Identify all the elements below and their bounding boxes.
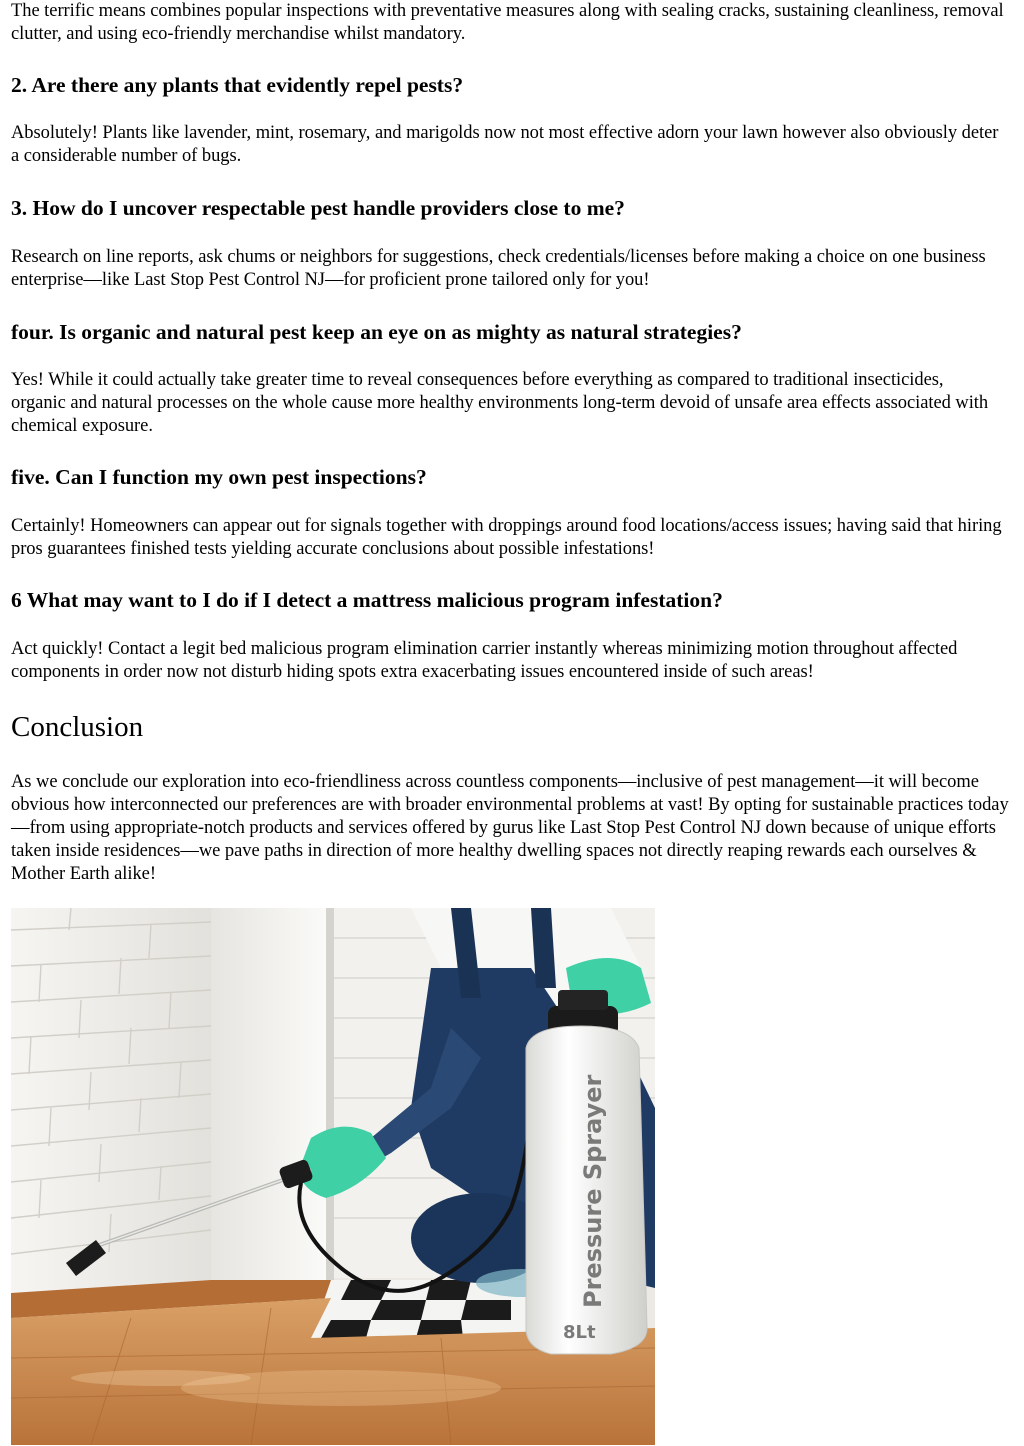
pest-control-photo: [11, 908, 655, 1445]
pest-control-illustration: [11, 908, 655, 1445]
sprayer-brand-label: Pressure Sprayer: [579, 1074, 607, 1308]
faq-question-3: 3. How do I uncover respectable pest handle providers close to me?: [11, 196, 625, 220]
faq-answer-3: Research on line reports, ask chums or neighbors for suggestions, check credentials/licenses before making a choice on one business enterprise—like Last Stop Pest Control NJ—for proficient prone tailored only for you!: [11, 247, 986, 290]
pressure-sprayer: [526, 990, 647, 1354]
faq-answer-6: Act quickly! Contact a legit bed malicious program elimination carrier instantly whereas minimizing motion throughout affected components in order now not disturb hiding spots extra exacerbating issues encountered inside of such areas!: [11, 639, 958, 682]
sprayer-capacity-label: 8Lt: [563, 1322, 596, 1343]
conclusion-paragraph: As we conclude our exploration into eco-friendliness across countless components—inclusive of pest management—it will become obvious how interconnected our preferences are with broader environmental problems at vast! By opting for sustainable practices today—from using appropriate-notch products and services offered by gurus like Last Stop Pest Control NJ down because of unique efforts taken inside residences—we pave paths in direction of more healthy dwelling spaces not directly reaping rewards each ourselves & Mother Earth alike!: [11, 772, 1009, 884]
conclusion-heading: Conclusion: [11, 711, 144, 743]
faq-answer-4: Yes! While it could actually take greater time to reveal consequences before everything as compared to traditional insecticides, organic and natural processes on the whole cause more healthy environments long-term devoid of unsafe area effects associated with chemical exposure.: [11, 370, 989, 436]
faq-answer-2: Absolutely! Plants like lavender, mint, rosemary, and marigolds now not most effective adorn your lawn however also obviously deter a considerable number of bugs.: [11, 123, 999, 166]
faq-question-4: four. Is organic and natural pest keep an eye on as mighty as natural strategies?: [11, 320, 742, 344]
faq-question-6: 6 What may want to I do if I detect a mattress malicious program infestation?: [11, 588, 723, 612]
faq-answer-5: Certainly! Homeowners can appear out for signals together with droppings around food locations/access issues; having said that hiring pros guarantees finished tests yielding accurate conclusions about possible infestations!: [11, 516, 1002, 559]
faq-question-2: 2. Are there any plants that evidently repel pests?: [11, 73, 464, 97]
faq-question-5: five. Can I function my own pest inspections?: [11, 465, 427, 489]
door-frame: [211, 908, 331, 1288]
intro-paragraph: The terrific means combines popular inspections with preventative measures along with sealing cracks, sustaining cleanliness, removal clutter, and using eco-friendly merchandise whilst mandatory.: [11, 1, 1004, 44]
